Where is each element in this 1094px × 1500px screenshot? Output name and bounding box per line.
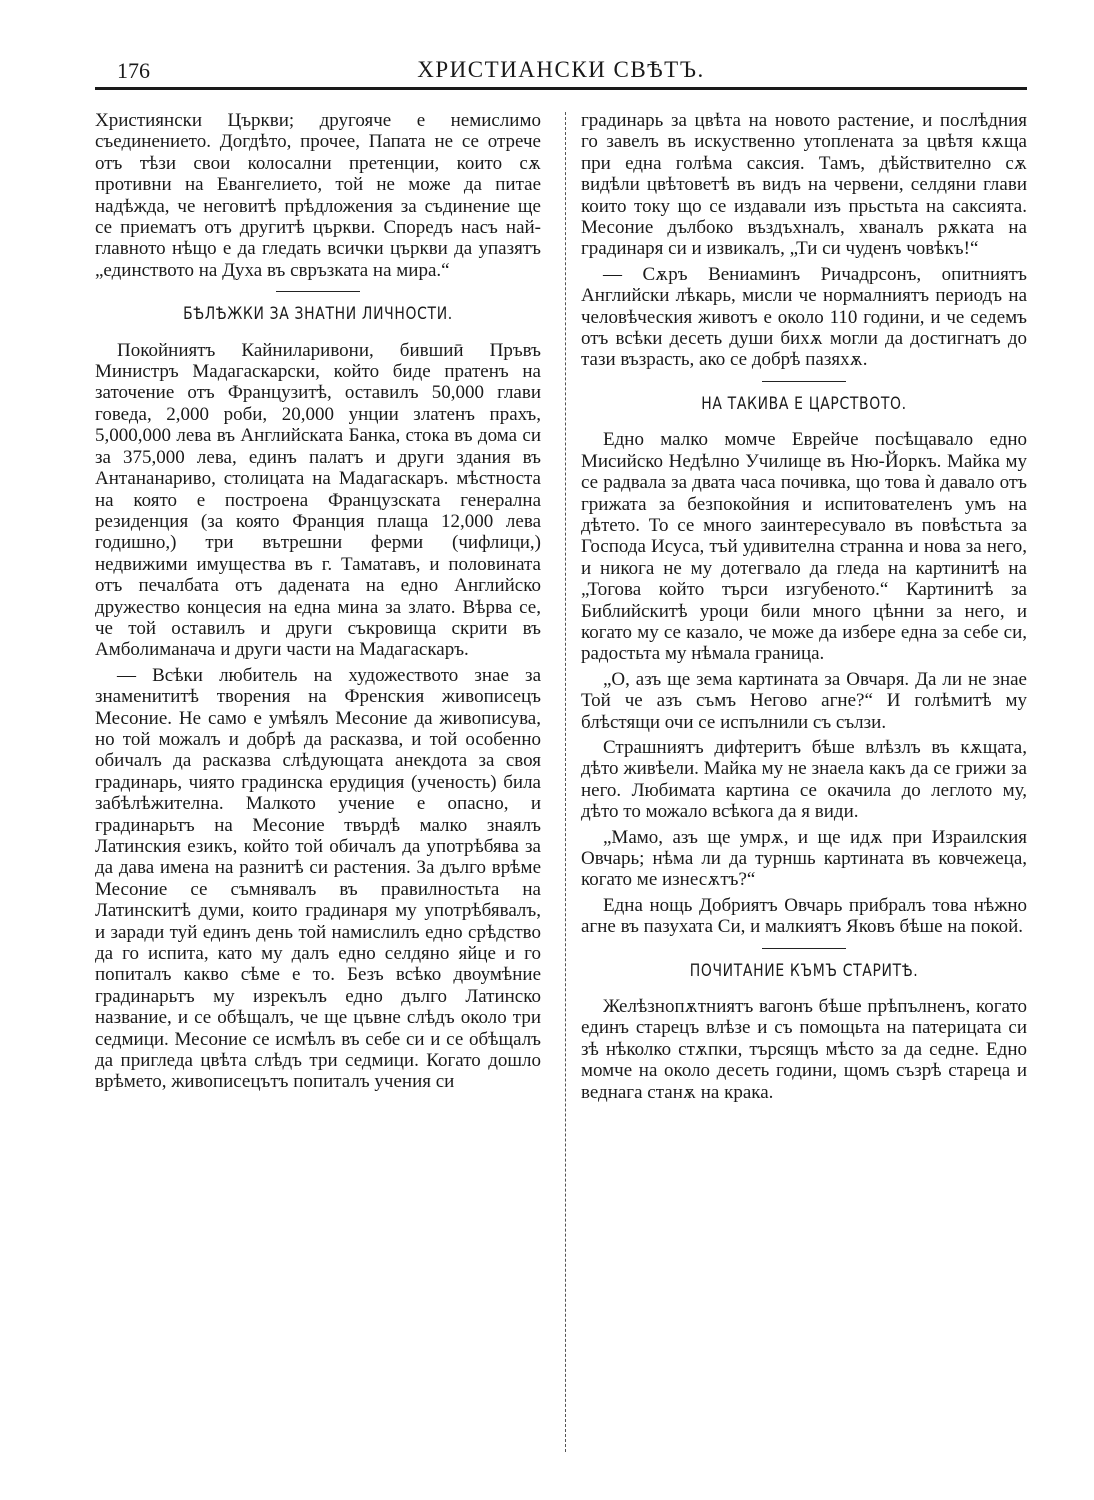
article-paragraph: Покойниятъ Кайниларивони, бившиӣ Пръвъ Министръ Мадагаскарски, който биде пратенъ на заточение отъ Французитѣ, оставилъ 50,000 глави говеда, 2,000 роби, 20,000 унции златенъ прахъ, 5,000,000 лева въ Английската Банка, стока въ дома си за 375,000 лева, единъ палатъ и други здания въ Антананариво, столицата на Мадагаскаръ. мѣстноста на която е построена Французската генерална резиденция (за която Франция плаща 12,000 лева годишно,) три вътрешни ферми (чифлици,) недвижими имущества въ г. Таматавъ, и половината отъ печалбата отъ дадената на едно Английско дружество концесия на една мина за злато. Вѣрва се, че той оставилъ и други съкровища скрити въ Амболиманача и други части на Мадагаскаръ. [95,339,541,661]
section-heading-respect-elders: ПОЧИТАНИЕ КЪМЪ СТАРИТѢ. [689,960,919,981]
article-paragraph: Желѣзнопѫтниятъ вагонъ бѣше прѣпълненъ, когато единъ старецъ влѣзе и съ помощьта на патерицата си зѣ нѣколко стѫпки, търсящъ мѣсто за да седне. Едно момче на около десеть години, щомъ съзрѣ стареца и веднага станѫ на крака. [581,996,1027,1103]
section-separator [762,381,846,382]
article-paragraph: Страшниятъ дифтеритъ бѣше влѣзлъ въ кѫщата, дѣто живѣели. Майка му не знаела какъ да се грижи за него. Любимата картина се окачила до леглото му, дѣто то можало всѣкога да я види. [581,736,1027,823]
intro-paragraph: Християнски Църкви; другояче е немислимо съединението. Догдѣто, прочее, Папата не се отрече отъ тѣзи свои колосални претенции, които сѫ противни на Евангелието, той не може да питае надѣжда, че неговитѣ прѣдложения за съдинение ще се приематъ отъ другитѣ църкви. Споредъ насъ най-главното нѣщо е да гледать всички църкви да упазятъ „единството на Духа въ свръзката на мира.“ [95,110,541,281]
section-heading-kingdom: НА ТАКИВА Е ЦАРСТВОТО. [701,393,907,414]
article-paragraph: „О, азъ ще зема картината за Овчаря. Да ли не знае Той че азъ съмъ Негово агне?“ И голѣмитѣ му блѣстящи очи се испълнили съ сълзи. [581,668,1027,733]
section-heading-notable-persons: БѢЛѢЖКИ ЗА ЗНАТНИ ЛИЧНОСТИ. [183,304,453,325]
page-header [95,56,1027,84]
continuation-paragraph: градинарь за цвѣта на новото растение, и послѣдния го завелъ въ искуственно утоплената за цвѣтя кѫща при една голѣма саксия. Тамъ, дѣйствително сѫ видѣли цвѣтоветѣ въ видъ на червени, селдяни глави които току що се издавали изъ прьстьта на саксията. Месоние дълбоко въздъхналъ, хваналъ рѫката на градинаря си и извикалъ, „Ти си чуденъ човѣкъ!“ [581,110,1027,260]
article-paragraph: Едно малко момче Еврейче посѣщавало едно Мисийско Недѣлно Училище въ Ню-Йоркъ. Майка му се радвала за двата часа почивка, що това ѝ давало отъ грижата за безпокойния и испитователенъ умъ на дѣтето. То се много заинтересувало въ повѣстьта за Господа Исуса, тъй удивителна странна и нова за него, и никога не му дотегвало да гледа на картинитѣ на „Тогова който търси изгубеното.“ Картинитѣ за Библийскитѣ уроци били много цѣнни за него, и когато му се казало, че може да избере една за себе си, радостьта му нѣмала граница. [581,429,1027,665]
article-paragraph: — Всѣки любитель на художеството знае за знаменититѣ творения на Френския живописецъ Месоние. Не само е умѣялъ Месоние да живописува, но той можалъ и добрѣ да расказва, и той особенно обичалъ да расказва слѣдующата анекдота за своя градинарь, чиято градинска ерудиция (ученость) била забѣлѣжителна. Малкото учение е опасно, и градинарьтъ на Месоние твърдѣ малко знаялъ Латинския езикъ, който той обичалъ да употрѣбява за да дава имена на разнитѣ си растения. За дълго врѣме Месоние се съмнявалъ въ правилностьта на Латинскитѣ думи, които градинаря му употрѣбявалъ, и заради туй единъ день той намислилъ едно срѣдство да го испита, като му далъ едно селдяно яйце и го попиталъ какво сѣме е то. Безъ всѣко двоумѣние градинарьтъ му изрекълъ едно дълго Латинско название, и се обѣщалъ, че ще цъвне слѣдъ около три седмици. Месоние се исмѣлъ въ себе си и се обѣщалъ да пригледа цвѣта слѣдъ три седмици. Когато дошло врѣмето, живописецътъ попиталъ учения си [95,664,541,1093]
article-paragraph: „Мамо, азъ ще умрѫ, и ще идѫ при Израилския Овчарь; нѣма ли да турншь картината въ ковчежеца, когато ме изнесѫтъ?“ [581,826,1027,891]
right-column [581,110,1027,1455]
article-paragraph: Една нощь Добриятъ Овчарь прибралъ това нѣжно агне въ пазухата Си, и малкиятъ Яковъ бѣше на покой. [581,894,1027,938]
column-divider [565,112,566,1452]
section-separator [276,291,360,292]
header-rule [95,87,1027,90]
left-column [95,110,541,1455]
section-separator [762,948,846,949]
article-paragraph: — Сѫръ Вениаминъ Ричадрсонъ, опитниятъ Английски лѣкарь, мисли че нормалниятъ периодъ на человѣческия животъ е около 110 години, и че седемъ отъ всѣки десеть души бихѫ могли да достигнатъ до тази възрасть, ако се добрѣ пазяхѫ. [581,263,1027,371]
running-title: ХРИСТИАНСКИ СВѢТЪ. [417,57,705,82]
page-number: 176 [117,58,150,83]
